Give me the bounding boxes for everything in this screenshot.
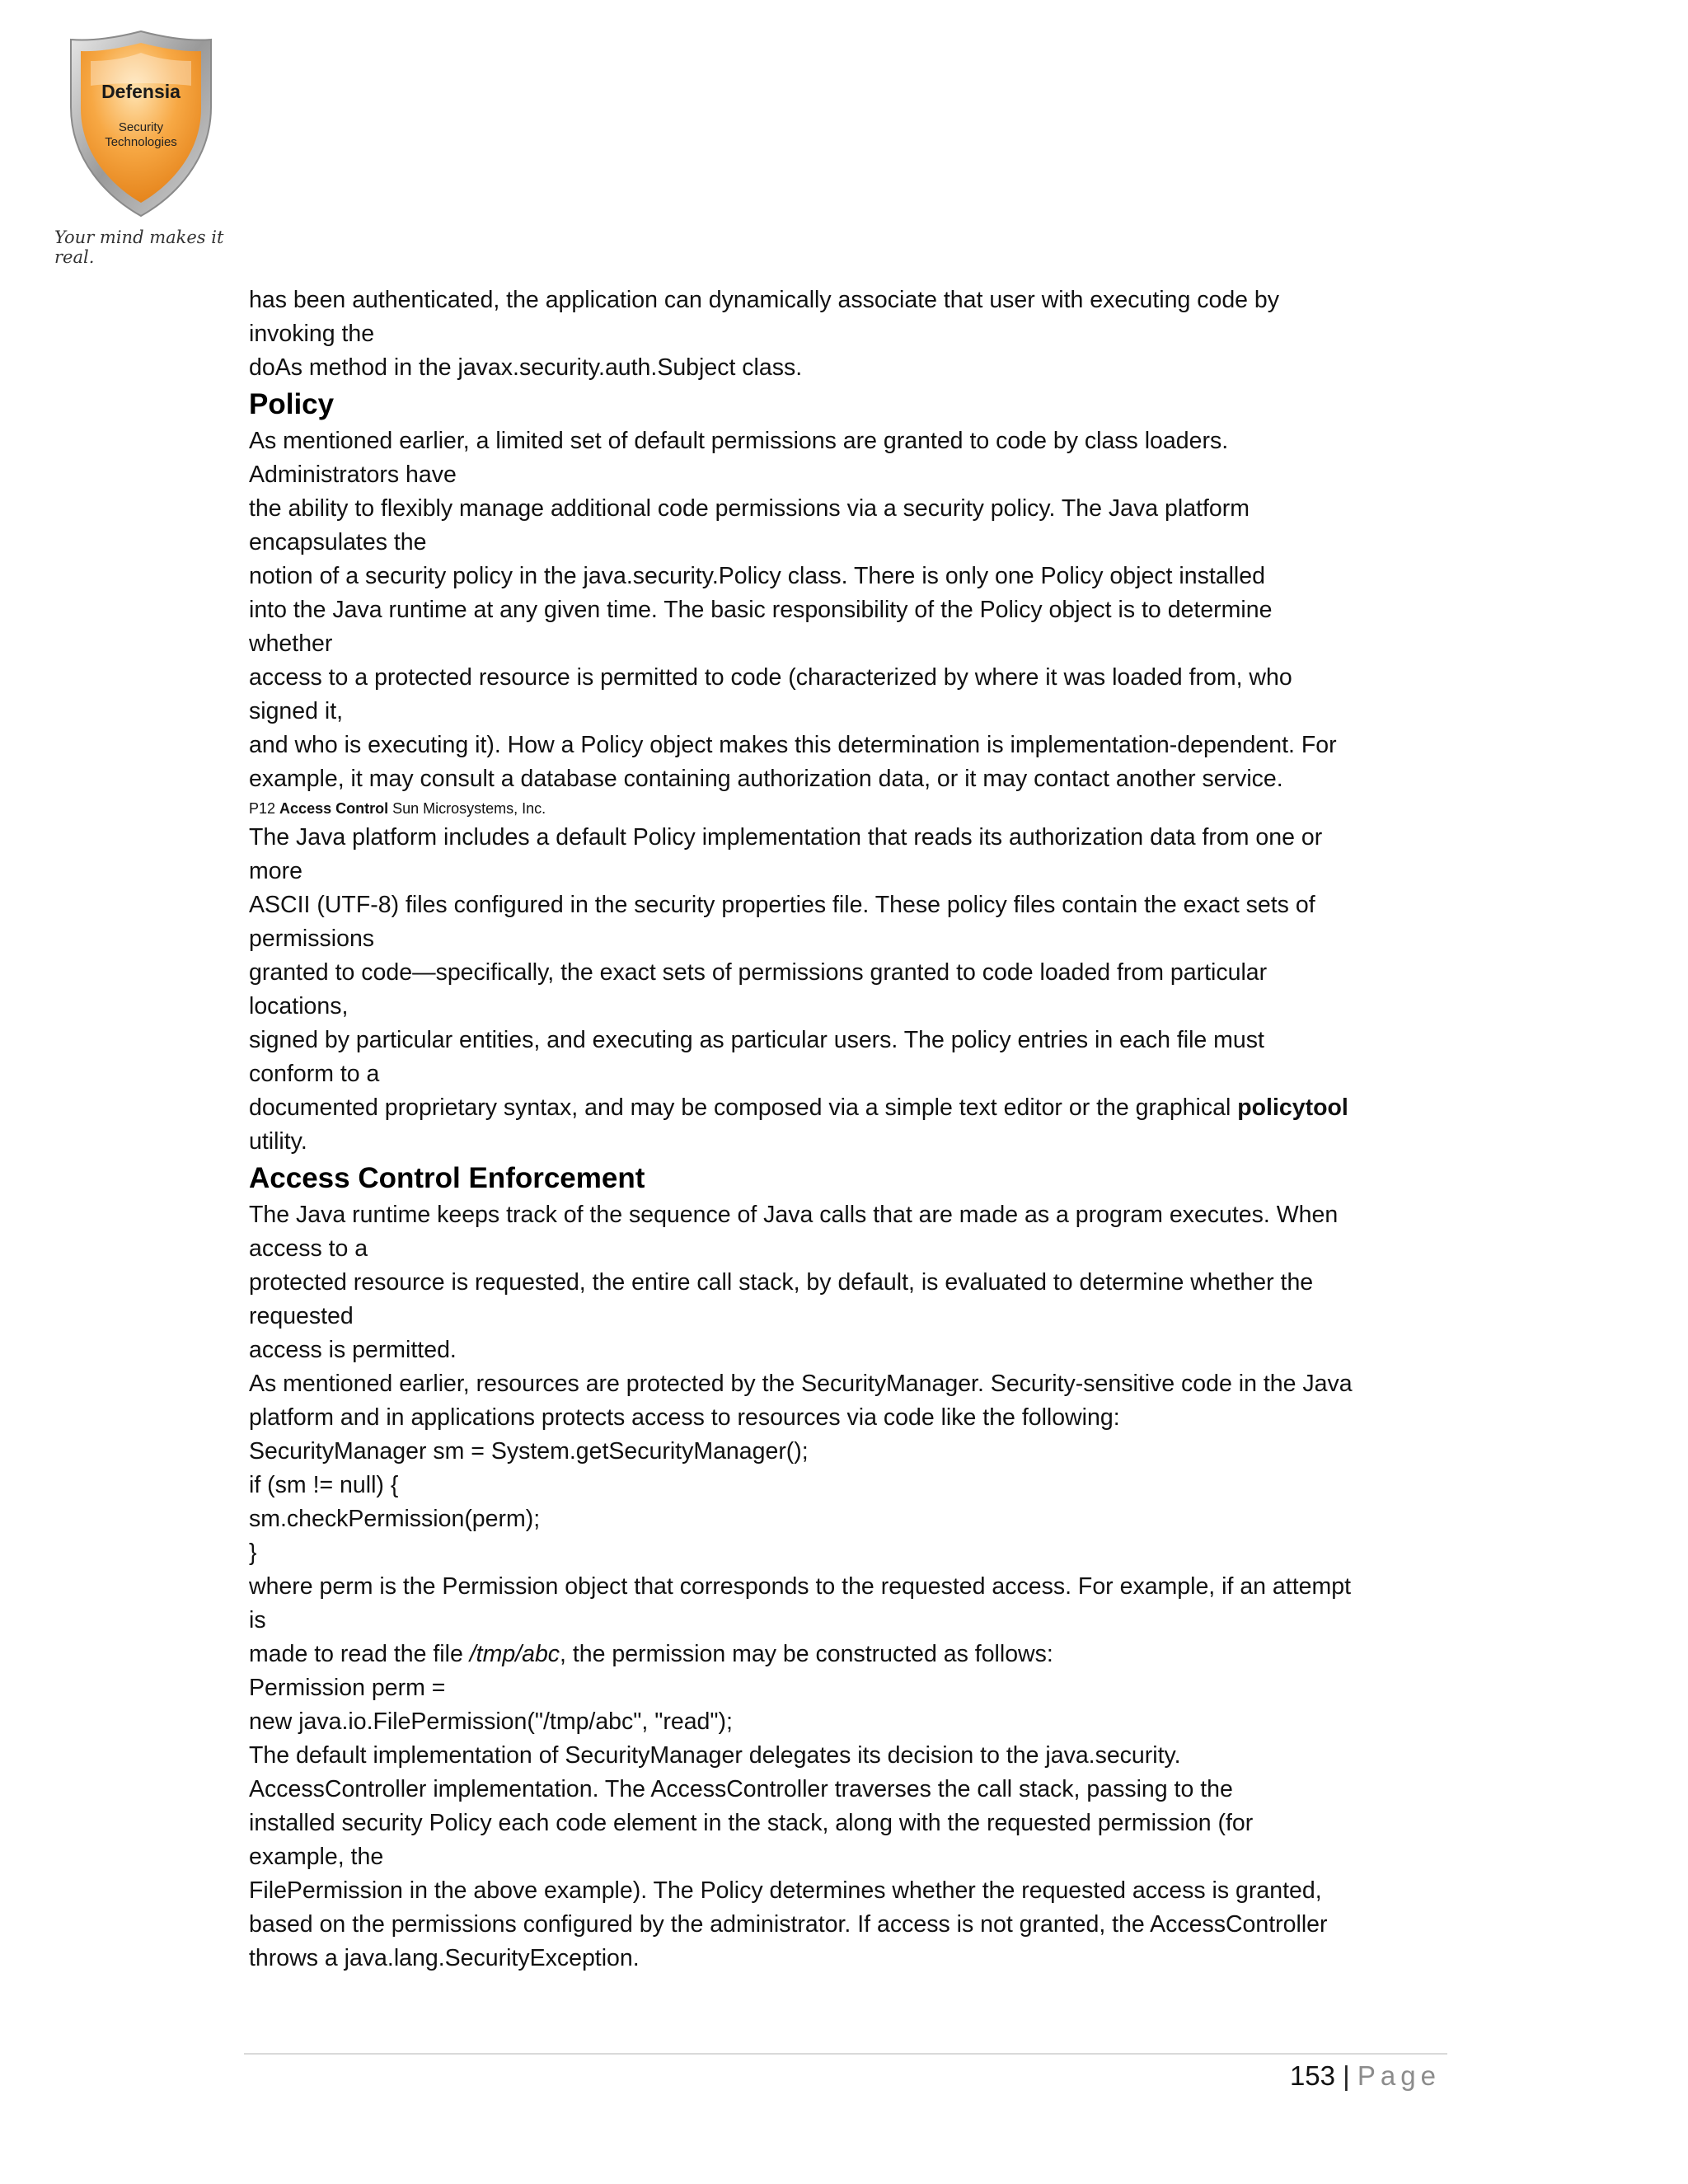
logo-tagline: Your mind makes it real. [54,227,224,267]
text-line: As mentioned earlier, a limited set of default permissions are granted to code by class loaders. [249,428,1229,454]
document-body [249,284,1452,1975]
text-line: Administrators have [249,462,457,488]
code-line: new java.io.FilePermission("/tmp/abc", "read"); [249,1708,733,1735]
note-prefix: P12 [249,800,276,817]
text-line: FilePermission in the above example). The Policy determines whether the requested access is granted, [249,1877,1322,1904]
text-line: example, the [249,1844,384,1870]
text-line: access to a protected resource is permitted to code (characterized by where it was loaded from, who [249,664,1292,691]
code-line: SecurityManager sm = System.getSecurityManager(); [249,1438,809,1465]
note-suffix: Sun Microsystems, Inc. [392,800,546,817]
code-line: sm.checkPermission(perm); [249,1506,541,1532]
code-line: } [249,1540,257,1566]
text-line: The Java platform includes a default Policy implementation that reads its authorization data from one or [249,824,1323,851]
text-line: The default implementation of SecurityManager delegates its decision to the java.security. [249,1742,1181,1769]
text-line: granted to code—specifically, the exact sets of permissions granted to code loaded from particular [249,959,1268,986]
footer-divider [244,2053,1447,2055]
text-line: installed security Policy each code element in the stack, along with the requested permission (for [249,1810,1254,1836]
text-line: conform to a [249,1061,380,1087]
text-line: signed by particular entities, and executing as particular users. The policy entries in each file must [249,1027,1264,1053]
logo-sub-line2: Technologies [105,135,177,149]
text-line: throws a java.lang.SecurityException. [249,1945,640,1971]
text-line: platform and in applications protects access to resources via code like the following: [249,1404,1120,1431]
text-line: access to a [249,1235,368,1262]
text-line: As mentioned earlier, resources are protected by the SecurityManager. Security-sensitive code in the Java [249,1371,1353,1397]
source-note [249,796,1452,821]
text-span: documented proprietary syntax, and may be composed via a simple text editor or the graphical [249,1094,1231,1121]
code-line: Permission perm = [249,1675,446,1701]
text-line: access is permitted. [249,1337,457,1363]
text-line: AccessController implementation. The AccessController traverses the call stack, passing to the [249,1776,1233,1802]
page-number [1290,2057,1441,2095]
text-line: more [249,858,302,884]
text-line: the ability to flexibly manage additional code permissions via a security policy. The Java platform [249,495,1250,522]
text-line: signed it, [249,698,344,724]
text-line: permissions [249,926,375,952]
policytool-term: policytool [1237,1094,1348,1121]
text-line: locations, [249,993,349,1019]
text-span: made to read the file [249,1641,470,1667]
logo-subtitle [66,120,216,150]
text-line: doAs method in the javax.security.auth.Subject class. [249,354,803,381]
logo-brand: Defensia [101,81,181,102]
text-line [249,1091,1452,1125]
text-line: encapsulates the [249,529,427,555]
text-line: based on the permissions configured by the administrator. If access is not granted, the AccessController [249,1911,1328,1938]
page-separator: | [1343,2060,1350,2091]
text-line: protected resource is requested, the entire call stack, by default, is evaluated to determine whether the [249,1269,1314,1296]
text-line: where perm is the Permission object that corresponds to the requested access. For example, if an attempt [249,1573,1351,1600]
text-line: invoking the [249,321,375,347]
text-span: , the permission may be constructed as follows: [560,1641,1053,1667]
text-line: is [249,1607,266,1633]
note-bold: Access Control [279,800,389,817]
text-line [249,1638,1452,1671]
code-line: if (sm != null) { [249,1472,399,1498]
section-heading-access-control: Access Control Enforcement [249,1162,645,1194]
text-line: notion of a security policy in the java.security.Policy class. There is only one Policy object installed [249,563,1265,589]
page-label: Page [1357,2060,1441,2091]
text-line: example, it may consult a database containing authorization data, or it may contact another service. [249,766,1283,792]
logo-sub-line1: Security [118,120,164,134]
text-line: whether [249,630,333,657]
file-path: /tmp/abc [469,1641,560,1667]
text-line: into the Java runtime at any given time. The basic responsibility of the Policy object is to determine [249,597,1273,623]
text-line: utility. [249,1128,307,1155]
text-line: ASCII (UTF-8) files configured in the security properties file. These policy files contain the exact sets of [249,892,1315,918]
text-line: requested [249,1303,354,1329]
section-heading-policy: Policy [249,388,335,420]
text-line: and who is executing it). How a Policy object makes this determination is implementation-dependent. For [249,732,1337,758]
page-number-value: 153 [1289,2060,1335,2091]
text-line: The Java runtime keeps track of the sequence of Java calls that are made as a program executes. When [249,1202,1339,1228]
company-logo [54,28,236,267]
text-line: has been authenticated, the application can dynamically associate that user with executing code by [249,287,1280,313]
